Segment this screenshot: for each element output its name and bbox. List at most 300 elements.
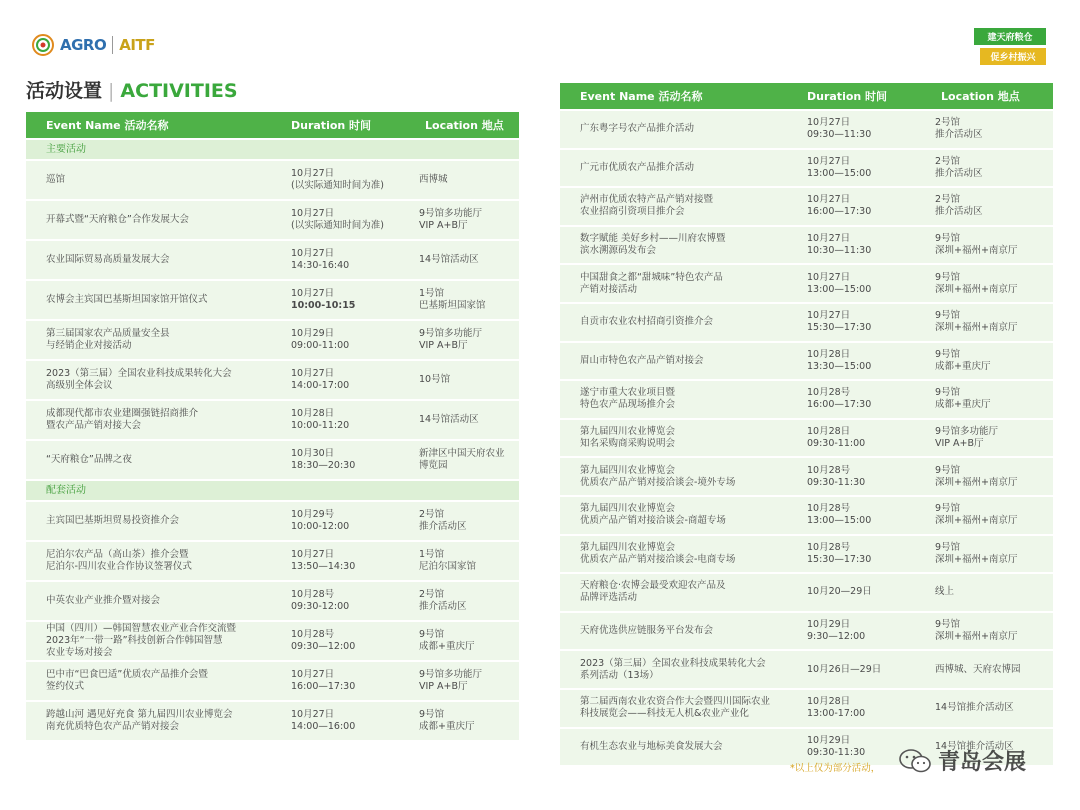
event-name-cell-line: 签约仪式 (46, 681, 85, 692)
event-time-cell-line: 13:00—15:00 (807, 167, 872, 179)
event-location-cell (921, 343, 1053, 380)
event-location-cell-line: 深圳+福州+南京厅 (935, 245, 1018, 257)
event-location-cell-line: 成都+重庆厅 (935, 399, 991, 411)
event-name-cell-line: 有机生态农业与地标美食发展大会 (580, 740, 723, 752)
event-name-cell (26, 241, 271, 279)
slogan-stamps (974, 28, 1046, 68)
event-time-cell (271, 401, 405, 439)
event-location-cell-line: 2号馆 (935, 155, 961, 167)
event-time-cell-line: 10月27日 (291, 248, 335, 259)
event-time-cell-line: 10月28号 (807, 541, 851, 553)
event-location-cell-line: 推介活动区 (935, 206, 983, 218)
event-time-cell-line: 10月29号 (291, 509, 335, 520)
event-time-cell-line: 9:30—12:00 (807, 631, 866, 643)
event-name-cell (560, 574, 787, 611)
event-name-cell-line: 系列活动（13场） (580, 669, 659, 681)
event-time-cell (787, 227, 921, 264)
table-row (560, 265, 1053, 302)
event-time-cell-line: 09:30-11:30 (807, 746, 866, 758)
event-name-cell-line: 尼泊尔-四川农业合作协议签署仪式 (46, 561, 192, 572)
event-time-cell-line: 10月27日 (807, 310, 851, 322)
event-time-cell-line: 13:00—15:00 (807, 283, 872, 295)
event-location-cell-line: VIP A+B厅 (419, 220, 468, 231)
event-location-cell-line: 线上 (935, 586, 955, 598)
event-time-cell-line: 10月30日 (291, 448, 335, 459)
watermark (898, 745, 1026, 776)
event-name-cell-line: 中国（四川）—韩国智慧农业产业合作交流暨 (46, 623, 237, 634)
column-header-location: Location 地点 (921, 83, 1053, 109)
event-time-cell (271, 622, 405, 660)
event-name-cell (26, 361, 271, 399)
event-time-cell-line: 10月27日 (291, 368, 335, 379)
event-time-cell (787, 613, 921, 650)
logo-divider (112, 36, 113, 54)
event-time-cell-line: 13:50—14:30 (291, 561, 356, 572)
event-name-cell-line: 暨农产品产销对接大会 (46, 420, 142, 431)
event-name-cell (560, 188, 787, 225)
event-name-cell (560, 227, 787, 264)
right-table-body (560, 111, 1053, 765)
event-location-cell (405, 622, 519, 660)
event-time-cell-line: 10月27日 (807, 194, 851, 206)
event-location-cell-line: 9号馆 (935, 233, 961, 245)
event-time-cell-line: 09:30-12:00 (291, 601, 350, 612)
event-name-cell-line: 自贡市农业农村招商引资推介会 (580, 316, 714, 328)
table-row (560, 458, 1053, 495)
event-time-cell-line: 14:00—16:00 (291, 721, 356, 732)
event-location-cell (405, 502, 519, 540)
event-time-cell-line: 10月27日 (291, 709, 335, 720)
event-location-cell-line: 9号馆 (935, 310, 961, 322)
event-location-cell (405, 582, 519, 620)
event-time-cell (787, 343, 921, 380)
event-time-cell-line: 10月27日 (291, 168, 335, 179)
event-name-cell (26, 321, 271, 359)
event-name-cell-line: 2023（第三届）全国农业科技成果转化大会 (580, 657, 766, 669)
event-name-cell-line: 第九届四川农业博览会 (580, 464, 676, 476)
event-location-cell-line: 2号馆 (419, 509, 445, 520)
event-name-cell-line: “天府粮仓”品牌之夜 (46, 454, 132, 465)
event-location-cell (405, 321, 519, 359)
column-header-duration: Duration 时间 (787, 83, 921, 109)
category-supporting-activities-label: 配套活动 (26, 481, 519, 500)
event-name-cell (26, 441, 271, 479)
event-name-cell-line: 滨水溯源码发布会 (580, 245, 657, 257)
event-time-cell-line: 10月20—29日 (807, 586, 872, 598)
table-row (560, 111, 1053, 148)
event-location-cell-line: VIP A+B厅 (419, 340, 468, 351)
event-time-cell-line: 10:30—11:30 (807, 245, 872, 257)
event-location-cell-line: 9号馆多功能厅 (419, 208, 483, 219)
event-location-cell-line: 博览园 (419, 460, 448, 471)
event-name-cell-line: 数字赋能 美好乡村——川府农博暨 (580, 233, 726, 245)
event-time-cell-line: 10月28日 (807, 696, 851, 708)
event-name-cell-line: 品牌评选活动 (580, 592, 638, 604)
event-name-cell-line: 跨越山河 遇见好充食 第九届四川农业博览会 (46, 709, 233, 720)
event-name-cell-line: 第三届国家农产品质量安全县 (46, 328, 170, 339)
event-time-cell (787, 188, 921, 225)
event-time-cell-line: 10月27日 (291, 288, 335, 299)
event-name-cell-line: 主宾国巴基斯坦贸易投资推介会 (46, 515, 180, 526)
event-name-cell (560, 613, 787, 650)
event-name-cell-line: 第九届四川农业博览会 (580, 541, 676, 553)
table-row (560, 420, 1053, 457)
event-location-cell-line: 9号馆 (419, 709, 445, 720)
event-name-cell-line: 第二届西南农业农资合作大会暨四川国际农业 (580, 696, 771, 708)
event-name-cell-line: 优质农产品产销对接洽谈会-境外专场 (580, 476, 736, 488)
event-time-cell (787, 458, 921, 495)
table-row (560, 574, 1053, 611)
event-time-cell-line: 10月29日 (291, 328, 335, 339)
event-time-cell-line: 09:30-11:00 (807, 438, 866, 450)
table-row (560, 381, 1053, 418)
event-name-cell (560, 304, 787, 341)
event-location-cell (921, 111, 1053, 148)
event-name-cell-line: 巴中市“巴食巴适”优质农产品推介会暨 (46, 669, 208, 680)
event-location-cell-line: 2号馆 (935, 117, 961, 129)
event-location-cell (921, 227, 1053, 264)
event-name-cell (560, 343, 787, 380)
event-name-cell-line: 产销对接活动 (580, 283, 638, 295)
wechat-icon (898, 747, 932, 775)
event-time-cell-line: 10月29日 (807, 734, 851, 746)
column-header-name: Event Name 活动名称 (26, 112, 271, 138)
event-name-cell-line: 特色农产品现场推介会 (580, 399, 676, 411)
event-name-cell-line: 天府优选供应链服务平台发布会 (580, 625, 714, 637)
event-name-cell (26, 702, 271, 740)
event-time-cell-line: 18:30—20:30 (291, 460, 356, 471)
event-time-cell-line: 10月29日 (807, 619, 851, 631)
event-name-cell-line: 优质农产品产销对接洽谈会-电商专场 (580, 553, 736, 565)
event-name-cell-line: 农业国际贸易高质量发展大会 (46, 254, 170, 265)
event-name-cell (560, 690, 787, 727)
event-time-cell (787, 574, 921, 611)
column-header-location: Location 地点 (405, 112, 519, 138)
event-time-cell-line: 10月28日 (807, 348, 851, 360)
event-name-cell (26, 201, 271, 239)
event-name-cell-line: 农博会主宾国巴基斯坦国家馆开馆仪式 (46, 294, 208, 305)
event-name-cell-line: 与经销企业对接活动 (46, 340, 132, 351)
event-location-cell (405, 201, 519, 239)
event-name-cell (26, 161, 271, 199)
table-row (560, 536, 1053, 573)
event-location-cell-line: VIP A+B厅 (419, 681, 468, 692)
event-name-cell-line: 2023（第三届）全国农业科技成果转化大会 (46, 368, 232, 379)
event-name-cell (560, 381, 787, 418)
event-name-cell (26, 401, 271, 439)
table-row (560, 150, 1053, 187)
table-row (560, 227, 1053, 264)
event-location-cell-line: 9号馆 (935, 348, 961, 360)
logo-aitf: AITF (119, 36, 155, 54)
event-location-cell (921, 381, 1053, 418)
event-time-cell-line: 15:30—17:30 (807, 553, 872, 565)
event-location-cell-line: 成都+重庆厅 (935, 360, 991, 372)
event-name-cell (560, 497, 787, 534)
event-name-cell-line: 遂宁市重大农业项目暨 (580, 387, 676, 399)
event-location-cell (405, 702, 519, 740)
event-name-cell (26, 542, 271, 580)
event-name-cell-line: 知名采购商采购说明会 (580, 438, 676, 450)
event-time-cell-line: 10月28号 (807, 464, 851, 476)
event-time-cell-line: 10月28日 (807, 426, 851, 438)
right-activities-table (560, 81, 1053, 767)
event-name-cell (26, 502, 271, 540)
agro-emblem-icon (32, 34, 54, 56)
event-time-cell-line: 10:00-11:20 (291, 420, 350, 431)
table-row (26, 401, 519, 439)
event-location-cell-line: 西博城、天府农博园 (935, 663, 1021, 675)
category-supporting-activities (26, 481, 519, 500)
page-title-cn: 活动设置 (26, 80, 103, 102)
table-row (26, 662, 519, 700)
event-location-cell (921, 458, 1053, 495)
event-name-cell-line: 泸州市优质农特产品产销对接暨 (580, 194, 714, 206)
event-time-cell (787, 111, 921, 148)
table-row (26, 702, 519, 740)
event-location-cell (405, 662, 519, 700)
event-name-cell (26, 281, 271, 319)
event-name-cell-line: 第九届四川农业博览会 (580, 426, 676, 438)
event-time-cell-line: (以实际通知时间为准) (291, 180, 384, 191)
event-name-cell-line: 广东粤字号农产品推介活动 (580, 123, 695, 135)
event-location-cell-line: 推介活动区 (935, 167, 983, 179)
category-main-activities-label: 主要活动 (26, 140, 519, 159)
title-separator: | (108, 80, 115, 102)
event-location-cell-line: 9号馆 (935, 503, 961, 515)
table-row (560, 651, 1053, 688)
event-time-cell-line: 10月27日 (291, 549, 335, 560)
table-row (560, 613, 1053, 650)
event-location-cell-line: 14号馆活动区 (419, 254, 479, 265)
event-time-cell-line: 10:00-12:00 (291, 521, 350, 532)
event-time-cell-line: 09:30—12:00 (291, 641, 356, 652)
event-location-cell-line: 9号馆 (935, 541, 961, 553)
event-location-cell-line: 9号馆 (935, 271, 961, 283)
event-location-cell-line: 巴基斯坦国家馆 (419, 300, 486, 311)
table-row (26, 281, 519, 319)
event-location-cell (921, 497, 1053, 534)
event-location-cell (921, 150, 1053, 187)
event-location-cell-line: 尼泊尔国家馆 (419, 561, 477, 572)
event-name-cell-line: 第九届四川农业博览会 (580, 503, 676, 515)
event-name-cell-line: 尼泊尔农产品（高山茶）推介会暨 (46, 549, 189, 560)
event-time-cell (271, 321, 405, 359)
event-location-cell (921, 420, 1053, 457)
event-time-cell (271, 161, 405, 199)
event-name-cell-line: 广元市优质农产品推介活动 (580, 161, 695, 173)
event-location-cell-line: 9号馆多功能厅 (935, 426, 999, 438)
event-time-cell (271, 361, 405, 399)
logo-agro: AGRO (60, 36, 107, 54)
event-location-cell-line: 2号馆 (935, 194, 961, 206)
event-time-cell-line: 09:30—11:30 (807, 129, 872, 141)
event-location-cell (405, 161, 519, 199)
event-time-cell (271, 241, 405, 279)
event-time-cell (271, 441, 405, 479)
event-name-cell-line: 巡馆 (46, 174, 66, 185)
event-time-cell-line: 13:30—15:00 (807, 360, 872, 372)
event-location-cell (921, 613, 1053, 650)
event-name-cell-line: 眉山市特色农产品产销对接会 (580, 354, 704, 366)
table-row (26, 502, 519, 540)
event-time-cell-line: 09:00-11:00 (291, 340, 350, 351)
slogan-stamp-2: 促乡村振兴 (980, 48, 1046, 65)
event-location-cell-line: 深圳+福州+南京厅 (935, 476, 1018, 488)
event-name-cell-line: 优质产品产销对接洽谈会-商超专场 (580, 515, 726, 527)
watermark-text: 青岛会展 (938, 750, 1027, 775)
event-location-cell-line: 14号馆推介活动区 (935, 702, 1014, 714)
table-row (26, 622, 519, 660)
table-row (26, 321, 519, 359)
page-title-en: ACTIVITIES (120, 80, 238, 102)
event-location-cell (921, 690, 1053, 727)
event-location-cell-line: 推介活动区 (419, 521, 467, 532)
event-location-cell-line: 14号馆活动区 (419, 414, 479, 425)
event-location-cell-line: 1号馆 (419, 549, 445, 560)
event-location-cell-line: 深圳+福州+南京厅 (935, 515, 1018, 527)
table-row (26, 161, 519, 199)
event-location-cell (405, 542, 519, 580)
event-time-cell-line: 10月28号 (291, 629, 335, 640)
event-time-cell (271, 702, 405, 740)
table-row (26, 201, 519, 239)
event-location-cell-line: VIP A+B厅 (935, 438, 984, 450)
event-name-cell-line: 天府粮仓·农博会最受欢迎农产品及 (580, 580, 726, 592)
event-time-cell-line: (以实际通知时间为准) (291, 220, 384, 231)
event-time-cell (787, 381, 921, 418)
event-name-cell-line: 高级别全体会议 (46, 380, 113, 391)
event-location-cell-line: 成都+重庆厅 (419, 641, 475, 652)
event-time-cell (271, 281, 405, 319)
event-time-cell (271, 201, 405, 239)
event-time-cell-line: 10月28号 (807, 503, 851, 515)
category-main-activities (26, 140, 519, 159)
event-time-cell (787, 304, 921, 341)
event-location-cell (405, 281, 519, 319)
event-time-cell (787, 497, 921, 534)
event-name-cell (560, 651, 787, 688)
event-name-cell (560, 420, 787, 457)
event-time-cell (787, 420, 921, 457)
event-name-cell-line: 中英农业产业推介暨对接会 (46, 595, 161, 606)
event-name-cell-line: 科技展览会——科技无人机&农业产业化 (580, 708, 749, 720)
event-time-cell-line: 16:00—17:30 (291, 681, 356, 692)
event-name-cell (560, 458, 787, 495)
event-time-cell-line: 13:00-17:00 (807, 708, 866, 720)
event-time-cell-line: 10月27日 (291, 669, 335, 680)
event-time-cell-line: 10月27日 (807, 155, 851, 167)
event-time-cell-line: 14:00-17:00 (291, 380, 350, 391)
event-name-cell-line: 农业专场对接会 (46, 647, 113, 658)
event-location-cell-line: 深圳+福州+南京厅 (935, 553, 1018, 565)
event-time-cell-line: 10月26日—29日 (807, 663, 882, 675)
table-row (560, 188, 1053, 225)
event-time-cell (787, 651, 921, 688)
event-time-cell-line: 10月27日 (807, 117, 851, 129)
event-location-cell-line: 9号馆 (935, 387, 961, 399)
event-time-cell-line: 10月28日 (291, 408, 335, 419)
event-location-cell-line: 新津区中国天府农业 (419, 448, 505, 459)
event-location-cell-line: 9号馆 (935, 464, 961, 476)
event-location-cell-line: 1号馆 (419, 288, 445, 299)
event-location-cell-line: 10号馆 (419, 374, 451, 385)
event-time-cell-line: 10月28号 (807, 387, 851, 399)
event-location-cell (921, 188, 1053, 225)
event-time-cell-line: 10月27日 (291, 208, 335, 219)
event-location-cell-line: 深圳+福州+南京厅 (935, 283, 1018, 295)
event-location-cell (921, 651, 1053, 688)
event-time-cell-line: 10月28号 (291, 589, 335, 600)
event-location-cell-line: 推介活动区 (935, 129, 983, 141)
event-time-cell-line: 14:30-16:40 (291, 260, 350, 271)
event-time-cell-line: 09:30-11:30 (807, 476, 866, 488)
slogan-stamp-1: 建天府粮仓 (974, 28, 1046, 45)
event-location-cell (921, 304, 1053, 341)
event-name-cell-line: 南充优质特色农产品产销对接会 (46, 721, 180, 732)
event-time-cell (787, 536, 921, 573)
logo-area (32, 32, 155, 58)
page-title (26, 76, 238, 103)
event-location-cell-line: 14号馆推介活动区 (935, 740, 1014, 752)
event-name-cell (560, 729, 787, 766)
event-location-cell-line: 9号馆 (935, 619, 961, 631)
event-location-cell (921, 536, 1053, 573)
table-row (560, 343, 1053, 380)
event-time-cell-line: 15:30—17:30 (807, 322, 872, 334)
event-time-cell-line: 10:00-10:15 (291, 300, 356, 311)
event-time-cell (787, 265, 921, 302)
event-time-cell-line: 13:00—15:00 (807, 515, 872, 527)
event-location-cell-line: 深圳+福州+南京厅 (935, 631, 1018, 643)
event-name-cell (26, 582, 271, 620)
event-time-cell-line: 16:00—17:30 (807, 206, 872, 218)
event-name-cell (26, 662, 271, 700)
event-name-cell-line: 农业招商引资项目推介会 (580, 206, 685, 218)
event-location-cell-line: 9号馆 (419, 629, 445, 640)
event-location-cell (921, 265, 1053, 302)
table-row (26, 361, 519, 399)
left-activities-table (26, 110, 519, 742)
event-location-cell-line: 9号馆多功能厅 (419, 328, 483, 339)
event-name-cell (560, 265, 787, 302)
event-location-cell (405, 241, 519, 279)
event-location-cell (405, 441, 519, 479)
table-row (26, 241, 519, 279)
table-row (560, 497, 1053, 534)
event-time-cell (787, 690, 921, 727)
event-time-cell-line: 10月27日 (807, 233, 851, 245)
footnote: *以上仅为部分活动， (790, 763, 881, 774)
event-time-cell (271, 662, 405, 700)
event-time-cell (271, 502, 405, 540)
event-name-cell-line: 2023年“一带一路”科技创新合作韩国智慧 (46, 635, 223, 646)
left-table-header-row (26, 112, 519, 138)
table-row (560, 304, 1053, 341)
event-location-cell-line: 成都+重庆厅 (419, 721, 475, 732)
event-location-cell-line: 深圳+福州+南京厅 (935, 322, 1018, 334)
event-time-cell (271, 542, 405, 580)
event-time-cell-line: 16:00—17:30 (807, 399, 872, 411)
right-table-header-row (560, 83, 1053, 109)
event-time-cell-line: 10月27日 (807, 271, 851, 283)
event-location-cell-line: 9号馆多功能厅 (419, 669, 483, 680)
column-header-name: Event Name 活动名称 (560, 83, 787, 109)
table-row (26, 441, 519, 479)
event-name-cell-line: 开幕式暨“天府粮仓”合作发展大会 (46, 214, 189, 225)
event-location-cell (405, 401, 519, 439)
event-time-cell (271, 582, 405, 620)
